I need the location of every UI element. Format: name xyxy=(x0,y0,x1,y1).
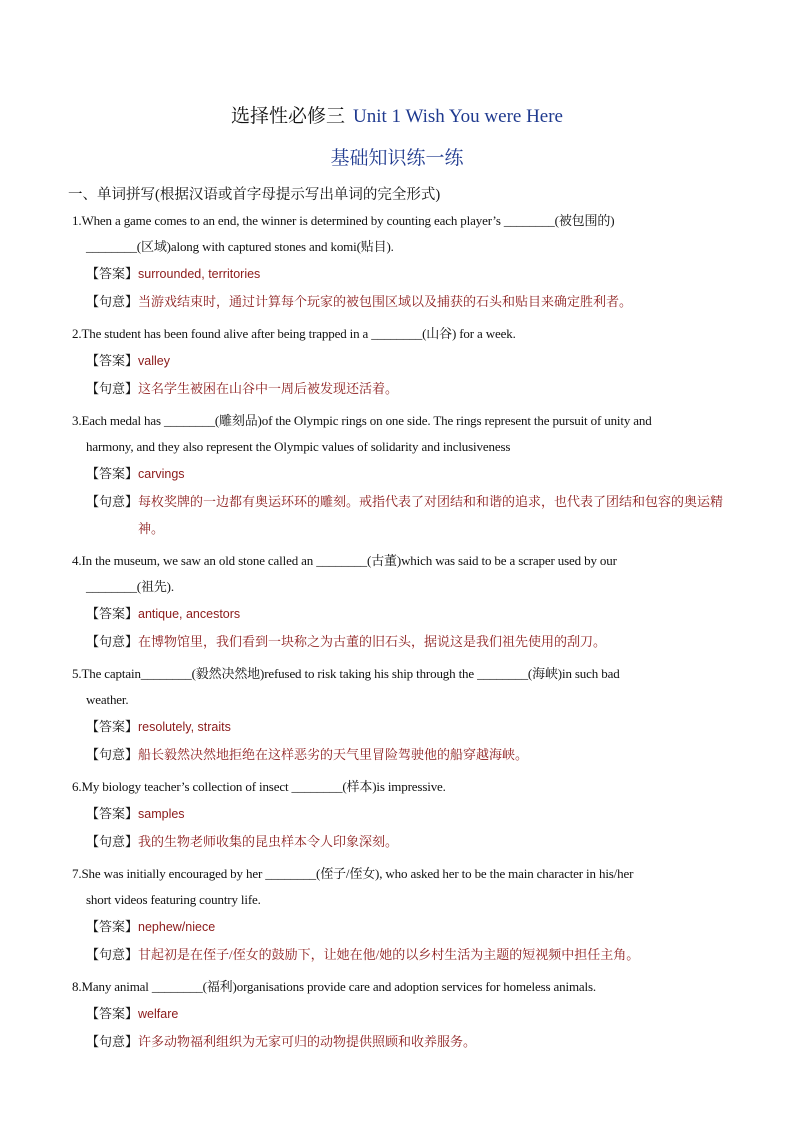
answer-row xyxy=(72,913,724,941)
meaning-text: 许多动物福利组织为无家可归的动物提供照顾和收养服务。 xyxy=(138,1034,477,1049)
question-line-1: 1.When a game comes to an end, the winner is determined by counting each player’s ________(被包围的) xyxy=(72,213,615,228)
question-line-2: ________(区域)along with captured stones and komi(贴目). xyxy=(86,239,394,254)
meaning-text: 每枚奖牌的一边都有奥运环环的雕刻。戒指代表了对团结和和谐的追求，也代表了团结和包容的奥运精神。 xyxy=(138,494,724,536)
meaning-row xyxy=(72,1028,724,1055)
meaning-row xyxy=(72,828,724,855)
question-line-1: 7.She was initially encouraged by her ________(侄子/侄女), who asked her to be the main character in his/her xyxy=(72,866,634,881)
exercise-item xyxy=(72,974,724,1055)
meaning-text: 在博物馆里，我们看到一块称之为古董的旧石头，据说这是我们祖先使用的刮刀。 xyxy=(138,634,607,649)
meaning-tag: 【句意】 xyxy=(86,747,139,762)
question xyxy=(72,774,724,800)
answer-text: surrounded, territories xyxy=(138,267,261,281)
title-english: Unit 1 Wish You were Here xyxy=(353,106,563,127)
question-line-1: 6.My biology teacher’s collection of insect ________(样本)is impressive. xyxy=(72,779,446,794)
meaning-row xyxy=(72,375,724,402)
question xyxy=(72,548,724,600)
answer-text: samples xyxy=(138,807,185,821)
exercise-list xyxy=(72,208,724,1061)
meaning-tag: 【句意】 xyxy=(86,494,139,509)
answer-tag: 【答案】 xyxy=(86,353,139,368)
answer-tag: 【答案】 xyxy=(86,806,139,821)
question-line-1: 4.In the museum, we saw an old stone called an ________(古董)which was said to be a scraper used by our xyxy=(72,553,617,568)
answer-tag: 【答案】 xyxy=(86,606,139,621)
meaning-tag: 【句意】 xyxy=(86,634,139,649)
exercise-item xyxy=(72,548,724,655)
answer-row xyxy=(72,460,724,488)
answer-row xyxy=(72,347,724,375)
question xyxy=(72,321,724,347)
meaning-row xyxy=(72,288,724,315)
page-title xyxy=(0,104,794,130)
meaning-tag: 【句意】 xyxy=(86,834,139,849)
title-chinese: 选择性必修三 xyxy=(231,106,346,127)
question xyxy=(72,408,724,460)
answer-row xyxy=(72,800,724,828)
answer-tag: 【答案】 xyxy=(86,466,139,481)
meaning-text: 当游戏结束时，通过计算每个玩家的被包围区域以及捕获的石头和贴目来确定胜利者。 xyxy=(138,294,633,309)
answer-row xyxy=(72,1000,724,1028)
question-line-1: 8.Many animal ________(福利)organisations provide care and adoption services for homeless animals. xyxy=(72,979,597,994)
answer-tag: 【答案】 xyxy=(86,1006,139,1021)
meaning-row xyxy=(72,488,724,542)
exercise-item xyxy=(72,661,724,768)
question-line-2: ________(祖先). xyxy=(86,579,174,594)
meaning-tag: 【句意】 xyxy=(86,1034,139,1049)
exercise-item xyxy=(72,321,724,402)
question-line-1: 2.The student has been found alive after being trapped in a ________(山谷) for a week. xyxy=(72,326,516,341)
answer-row xyxy=(72,600,724,628)
meaning-text: 船长毅然决然地拒绝在这样恶劣的天气里冒险驾驶他的船穿越海峡。 xyxy=(138,747,529,762)
meaning-row xyxy=(72,941,724,968)
answer-tag: 【答案】 xyxy=(86,719,139,734)
meaning-text: 我的生物老师收集的昆虫样本令人印象深刻。 xyxy=(138,834,399,849)
question-line-2: harmony, and they also represent the Olympic values of solidarity and inclusiveness xyxy=(86,439,511,454)
question xyxy=(72,661,724,713)
answer-text: nephew/niece xyxy=(138,920,216,934)
question xyxy=(72,974,724,1000)
answer-tag: 【答案】 xyxy=(86,919,139,934)
answer-tag: 【答案】 xyxy=(86,266,139,281)
answer-text: welfare xyxy=(138,1007,179,1021)
exercise-item xyxy=(72,861,724,968)
question-line-2: weather. xyxy=(86,692,129,707)
answer-text: resolutely, straits xyxy=(138,720,231,734)
section-heading: 一、单词拼写(根据汉语或首字母提示写出单词的完全形式) xyxy=(68,187,441,203)
meaning-text: 这名学生被困在山谷中一周后被发现还活着。 xyxy=(138,381,399,396)
answer-row xyxy=(72,260,724,288)
answer-text: antique, ancestors xyxy=(138,607,241,621)
meaning-row xyxy=(72,628,724,655)
exercise-item xyxy=(72,408,724,542)
meaning-tag: 【句意】 xyxy=(86,381,139,396)
exercise-item xyxy=(72,774,724,855)
question-line-2: short videos featuring country life. xyxy=(86,892,261,907)
meaning-text: 甘起初是在侄子/侄女的鼓励下，让她在他/她的以乡村生活为主题的短视频中担任主角。 xyxy=(138,947,640,962)
question-line-1: 5.The captain________(毅然决然地)refused to risk taking his ship through the ________(海峡)in such bad xyxy=(72,666,620,681)
meaning-row xyxy=(72,741,724,768)
exercise-item xyxy=(72,208,724,315)
answer-text: valley xyxy=(138,354,170,368)
answer-text: carvings xyxy=(138,467,185,481)
question-line-1: 3.Each medal has ________(雕刻品)of the Olympic rings on one side. The rings represent the pursuit of unity and xyxy=(72,413,652,428)
meaning-tag: 【句意】 xyxy=(86,294,139,309)
question xyxy=(72,208,724,260)
answer-row xyxy=(72,713,724,741)
meaning-tag: 【句意】 xyxy=(86,947,139,962)
page-subtitle: 基础知识练一练 xyxy=(330,148,464,169)
question xyxy=(72,861,724,913)
